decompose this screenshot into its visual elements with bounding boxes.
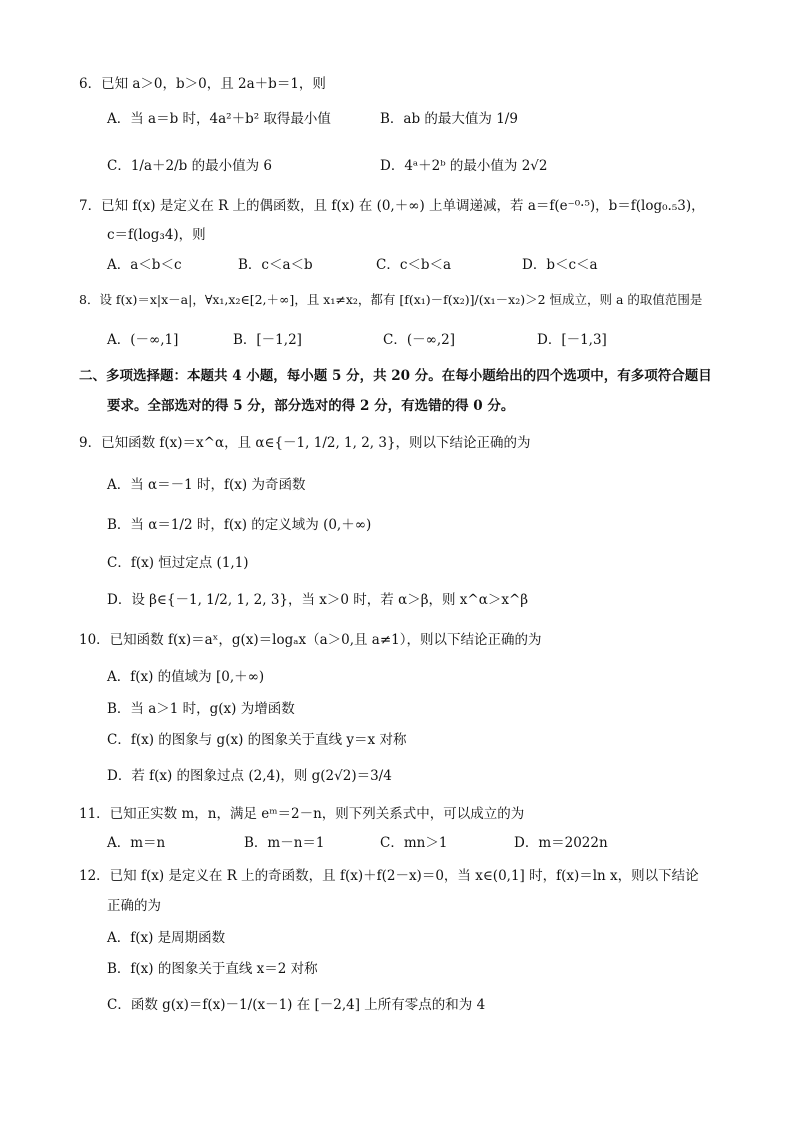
question-6-option-d: D．4ᵃ＋2ᵇ 的最小值为 2√2 [380,158,548,174]
question-7-option-c: C．c＜b＜a [376,257,452,273]
question-10-option-d: D．若 f(x) 的图象过点 (2,4)，则 g(2√2)＝3/4 [107,768,392,784]
section-2-heading: 二、多项选择题：本题共 4 小题，每小题 5 分，共 20 分。在每小题给出的四个选项中，有多项符合题目 [79,368,712,384]
question-9-option-d: D．设 β∈{－1, 1/2, 1, 2, 3}，当 x＞0 时，若 α＞β，则 x^α＞x^β [107,592,529,608]
question-9-option-c: C．f(x) 恒过定点 (1,1) [107,555,249,571]
question-10-option-b: B．当 a＞1 时，g(x) 为增函数 [107,701,295,717]
question-8-stem: 8．设 f(x)＝x|x－a|，∀x₁,x₂∈[2,＋∞]，且 x₁≠x₂，都有 [f(x₁)－f(x₂)]/(x₁－x₂)＞2 恒成立，则 a 的取值范围是 [79,292,703,307]
question-11-option-a: A．m＝n [107,835,166,851]
question-7-option-b: B．c＜a＜b [238,257,313,273]
question-12-option-c: C．函数 g(x)＝f(x)－1/(x－1) 在 [－2,4] 上所有零点的和为 4 [107,997,486,1013]
question-7-option-d: D．b＜c＜a [522,257,598,273]
question-7-stem-continued: c＝f(log₃4)，则 [107,227,206,243]
question-9-option-b: B．当 α＝1/2 时，f(x) 的定义域为 (0,＋∞) [107,517,372,533]
question-12-stem: 12．已知 f(x) 是定义在 R 上的奇函数，且 f(x)＋f(2－x)＝0，当 x∈(0,1] 时，f(x)＝ln x，则以下结论 [79,868,699,884]
question-6-stem: 6．已知 a＞0，b＞0，且 2a＋b＝1，则 [79,76,326,92]
question-8-option-b: B．[－1,2] [233,332,302,348]
question-6-option-c: C．1/a＋2/b 的最小值为 6 [107,158,272,174]
question-8-option-c: C．(－∞,2] [383,332,455,348]
question-12-stem-continued: 正确的为 [107,898,161,914]
question-10-option-a: A．f(x) 的值域为 [0,＋∞) [107,669,265,685]
question-8-option-d: D．[－1,3] [537,332,607,348]
question-12-option-a: A．f(x) 是周期函数 [107,930,226,946]
question-9-stem: 9．已知函数 f(x)＝x^α，且 α∈{－1, 1/2, 1, 2, 3}，则以下结论正确的为 [79,435,531,451]
question-7-option-a: A．a＜b＜c [107,257,182,273]
question-11-option-d: D．m＝2022n [514,835,608,851]
question-11-option-b: B．m－n＝1 [244,835,325,851]
question-9-option-a: A．当 α＝－1 时，f(x) 为奇函数 [107,477,306,493]
question-11-stem: 11．已知正实数 m，n，满足 eᵐ＝2－n，则下列关系式中，可以成立的为 [79,806,525,822]
question-8-option-a: A．(－∞,1] [107,332,179,348]
question-6-option-b: B．ab 的最大值为 1/9 [380,111,518,127]
question-11-option-c: C．mn＞1 [380,835,448,851]
section-2-heading-continued: 要求。全部选对的得 5 分，部分选对的得 2 分，有选错的得 0 分。 [107,398,515,414]
question-10-stem: 10．已知函数 f(x)＝aˣ，g(x)＝logₐx（a＞0,且 a≠1），则以下结论正确的为 [79,632,542,648]
question-6-option-a: A．当 a＝b 时，4a²＋b² 取得最小值 [107,111,331,127]
question-7-stem: 7．已知 f(x) 是定义在 R 上的偶函数，且 f(x) 在 (0,＋∞) 上单调递减，若 a＝f(e⁻⁰·⁵)，b＝f(log₀.₅3)， [79,198,705,214]
question-10-option-c: C．f(x) 的图象与 g(x) 的图象关于直线 y＝x 对称 [107,732,407,748]
question-12-option-b: B．f(x) 的图象关于直线 x＝2 对称 [107,961,318,977]
